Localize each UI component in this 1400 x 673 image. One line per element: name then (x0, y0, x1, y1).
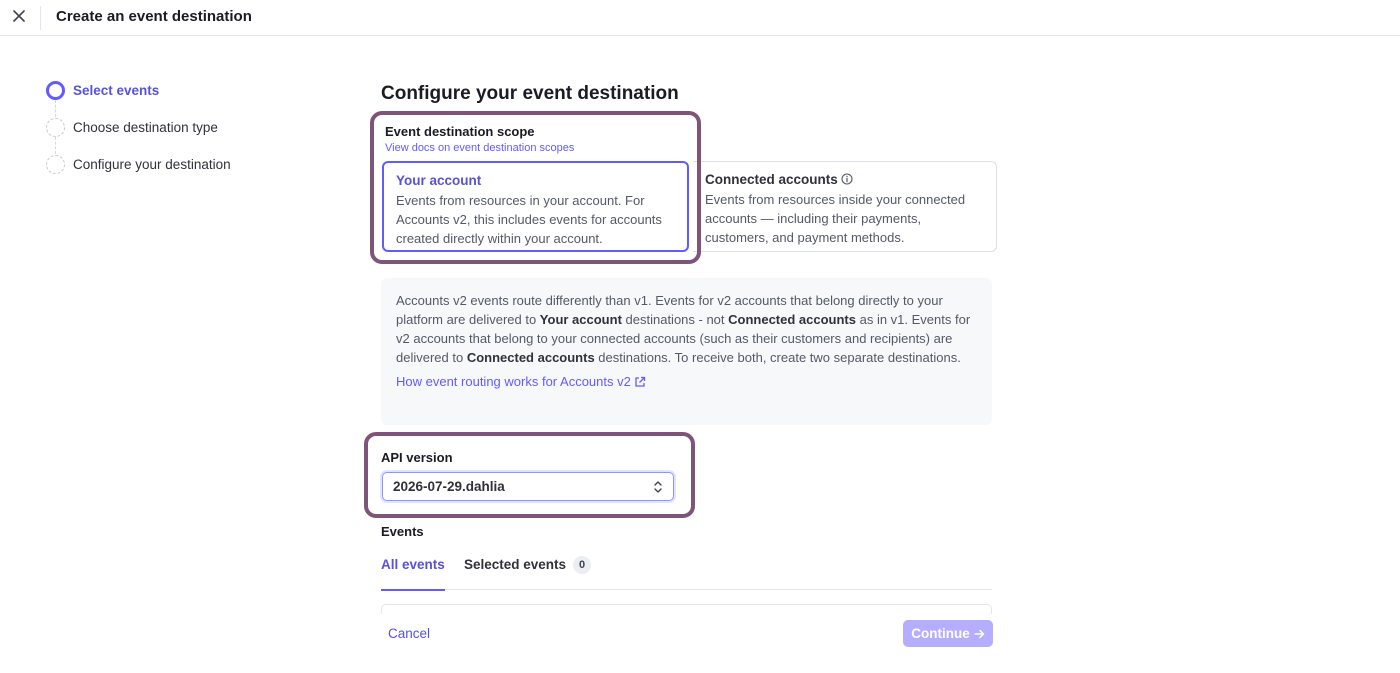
step-pending-indicator-icon (46, 155, 65, 174)
step-label: Select events (73, 82, 160, 98)
scope-option-description: Events from resources in your account. For Accounts v2, this includes events for accounts created directly within your account. (396, 193, 662, 246)
close-icon (13, 10, 25, 22)
select-chevron-icon (653, 480, 663, 494)
header-divider (40, 6, 41, 30)
scope-option-title: Your account (396, 173, 482, 188)
step-choose-destination-type (46, 117, 218, 137)
api-version-select[interactable] (382, 472, 674, 501)
accounts-v2-notice (381, 278, 992, 425)
step-pending-indicator-icon (46, 118, 65, 137)
scope-option-connected-accounts[interactable] (693, 161, 997, 252)
scope-option-your-account[interactable] (382, 161, 689, 252)
notice-text: Accounts v2 events route differently than v1. Events for v2 accounts that belong directly to your platform are delivered to Your account destinations - not Connected accounts as in v1. Events for v2 accounts that belong to your connected accounts (such as their customers and recipients) are delivered to Connected accounts destinations. To receive both, create two separate destinations. (396, 293, 971, 365)
scope-option-description: Events from resources inside your connected accounts — including their payments, customers, and payment methods. (705, 192, 966, 245)
scope-docs-link[interactable]: View docs on event destination scopes (385, 142, 575, 154)
scope-label: Event destination scope (385, 124, 535, 139)
step-configure-destination (46, 154, 231, 174)
tab-all-events[interactable]: All events (381, 553, 445, 591)
page-title: Create an event destination (56, 8, 252, 25)
info-icon[interactable] (841, 173, 853, 185)
events-label: Events (381, 524, 424, 539)
selected-count-badge: 0 (573, 556, 591, 574)
close-button[interactable] (8, 5, 30, 27)
step-label: Choose destination type (73, 119, 218, 135)
api-version-label: API version (381, 450, 453, 465)
cancel-button[interactable]: Cancel (388, 626, 431, 641)
continue-button[interactable]: Continue (903, 620, 993, 647)
events-tabs (381, 553, 992, 590)
api-version-value: 2026-07-29.dahlia (393, 479, 505, 494)
arrow-right-icon (974, 629, 985, 639)
step-select-events[interactable] (46, 80, 159, 100)
event-routing-link[interactable]: How event routing works for Accounts v2 (396, 374, 646, 389)
scope-option-title-row (705, 172, 984, 188)
step-label: Configure your destination (73, 156, 231, 172)
external-link-icon (634, 376, 646, 388)
stepper-connector (55, 100, 56, 117)
step-active-indicator-icon (46, 81, 65, 100)
top-bar (0, 0, 1400, 36)
tab-selected-events[interactable]: Selected events 0 (464, 553, 591, 590)
section-title: Configure your event destination (381, 83, 679, 104)
footer-actions (370, 614, 1005, 654)
stepper-connector (55, 137, 56, 154)
scope-option-title: Connected accounts (705, 172, 838, 187)
